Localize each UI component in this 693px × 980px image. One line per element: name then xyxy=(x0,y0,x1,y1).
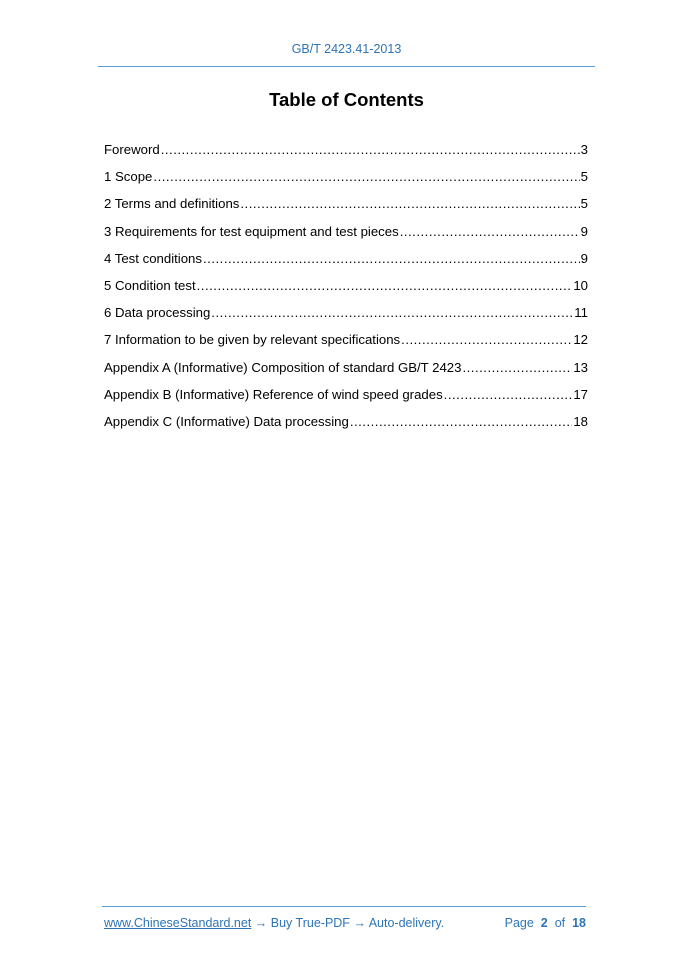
toc-dot-leader xyxy=(197,277,573,295)
toc-entry-label: 4 Test conditions xyxy=(104,250,202,266)
toc-entry-label: 5 Condition test xyxy=(104,277,196,293)
toc-entry[interactable] xyxy=(104,386,588,413)
toc-entry[interactable] xyxy=(104,195,588,222)
toc-entry[interactable] xyxy=(104,413,588,440)
toc-entry-page: 5 xyxy=(580,169,588,185)
toc-entry-label: 2 Terms and definitions xyxy=(104,196,240,212)
footer-divider xyxy=(102,906,586,907)
toc-entry[interactable] xyxy=(104,359,588,386)
page-word: Page xyxy=(504,916,534,930)
toc-entry[interactable] xyxy=(104,223,588,250)
toc-dot-leader xyxy=(400,223,580,241)
toc-entry-page: 18 xyxy=(573,413,588,429)
toc-list xyxy=(104,141,588,440)
toc-entry-page: 9 xyxy=(580,223,588,239)
website-link[interactable]: www.ChineseStandard.net xyxy=(104,916,252,930)
header-divider xyxy=(98,66,595,67)
toc-entry[interactable] xyxy=(104,168,588,195)
toc-entry[interactable] xyxy=(104,277,588,304)
toc-entry-page: 12 xyxy=(573,332,588,348)
toc-dot-leader xyxy=(211,304,573,322)
toc-entry[interactable] xyxy=(104,250,588,277)
toc-entry-label: 1 Scope xyxy=(104,169,153,185)
toc-dot-leader xyxy=(153,168,579,186)
toc-entry[interactable] xyxy=(104,141,588,168)
toc-entry-label: Appendix C (Informative) Data processing xyxy=(104,413,349,429)
toc-dot-leader xyxy=(203,250,580,268)
toc-entry-page: 9 xyxy=(580,250,588,266)
toc-dot-leader xyxy=(350,413,573,431)
toc-entry-label: Appendix B (Informative) Reference of wind speed grades xyxy=(104,386,443,402)
toc-entry-label: 6 Data processing xyxy=(104,305,211,321)
toc-entry-page: 17 xyxy=(573,386,588,402)
current-page-number: 2 xyxy=(540,916,548,930)
toc-dot-leader xyxy=(444,386,573,404)
footer-promo-text: → Buy True-PDF → Auto-delivery. xyxy=(251,916,445,930)
toc-entry-page: 10 xyxy=(573,277,588,293)
header-standard-code: GB/T 2423.41-2013 xyxy=(291,42,402,56)
page-footer xyxy=(104,916,586,930)
toc-dot-leader xyxy=(462,359,572,377)
toc-entry-label: Appendix A (Informative) Composition of standard GB/T 2423 xyxy=(104,359,462,375)
total-pages-number: 18 xyxy=(572,916,586,930)
toc-entry-page: 13 xyxy=(573,359,588,375)
toc-entry-page: 3 xyxy=(580,142,588,157)
page-title: Table of Contents xyxy=(269,89,424,110)
toc-entry-page: 5 xyxy=(580,196,588,212)
toc-entry-label: 3 Requirements for test equipment and test pieces xyxy=(104,223,399,239)
toc-entry-page: 11 xyxy=(574,305,588,321)
toc-entry[interactable] xyxy=(104,331,588,358)
toc-dot-leader xyxy=(401,331,572,349)
toc-entry-label: Foreword xyxy=(104,142,160,157)
footer-promo xyxy=(104,916,444,930)
toc-entry[interactable] xyxy=(104,304,588,331)
footer-page-indicator xyxy=(505,916,586,930)
of-word: of xyxy=(554,916,566,930)
toc-dot-leader xyxy=(240,195,579,213)
toc-entry-label: 7 Information to be given by relevant specifications xyxy=(104,332,401,348)
toc-dot-leader xyxy=(161,141,580,159)
